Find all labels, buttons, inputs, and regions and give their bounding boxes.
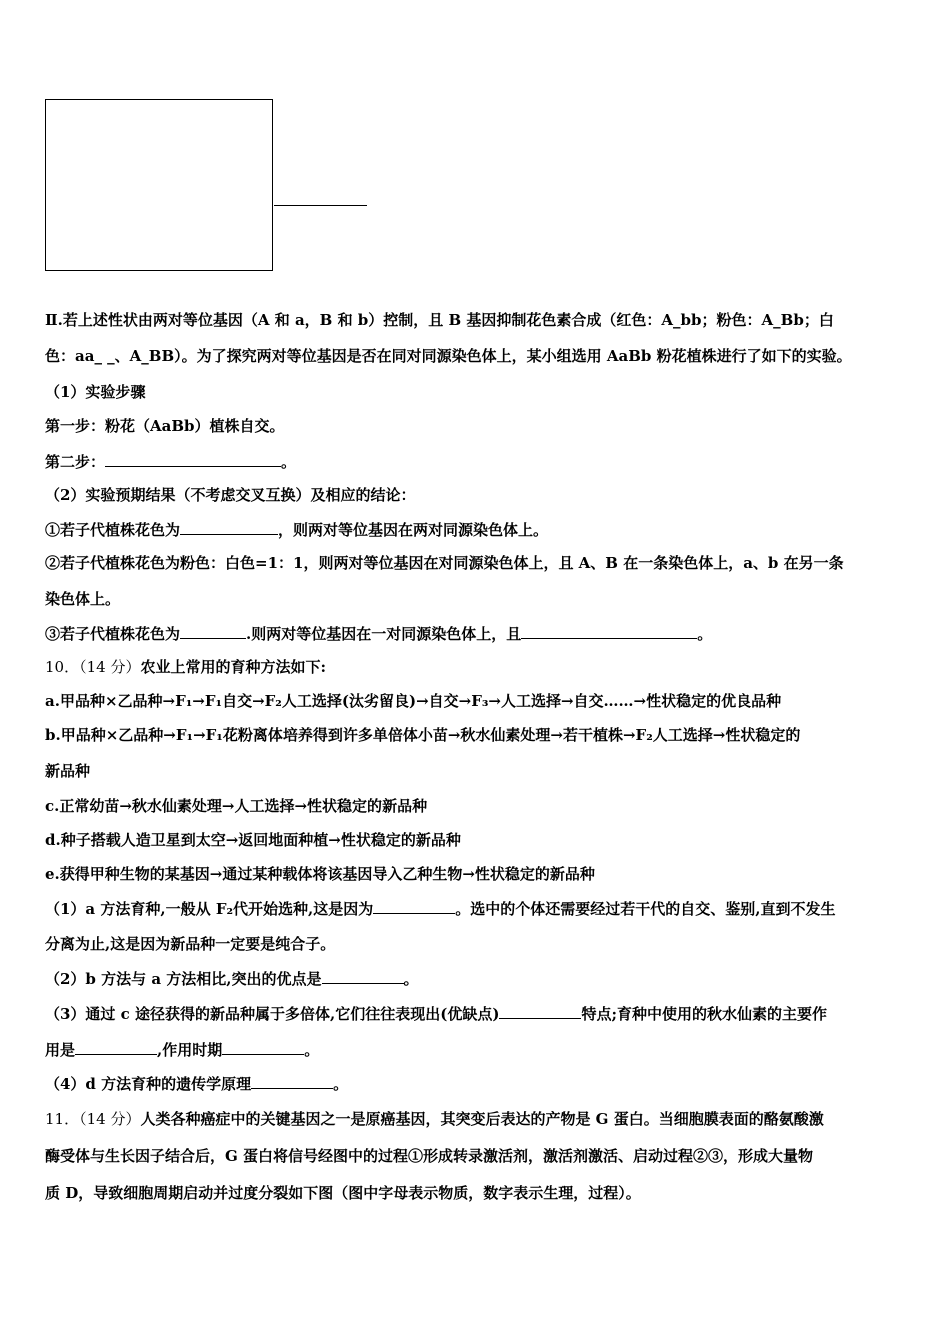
- blank-q10-3a[interactable]: [499, 1003, 581, 1019]
- q11-line-2: 酶受体与生长因子结合后，G 蛋白将信号经图中的过程①形成转录激活剂，激活剂激活、启动过程②③，形成大量物: [45, 1147, 814, 1165]
- q10-method-e: e.获得甲种生物的某基因→通过某种载体将该基因导入乙种生物→性状稳定的新品种: [45, 865, 595, 883]
- blank-step2[interactable]: [105, 451, 281, 467]
- q11-line-3: 质 D，导致细胞周期启动并过度分裂如下图（图中字母表示物质，数字表示生理，过程）。: [45, 1184, 641, 1202]
- part2-line-3: （1）实验步骤: [45, 383, 146, 401]
- q10-sub2: （2）b 方法与 a 方法相比,突出的优点是 。: [45, 970, 419, 988]
- figure-answer-line: [274, 205, 367, 206]
- q10-heading: 10．（14 分）农业上常用的育种方法如下:: [45, 658, 326, 676]
- part2-line-8: ②若子代植株花色为粉色：白色=1：1，则两对等位基因在对同源染色体上，且 A、B 在一条染色体上，a、b 在另一条: [45, 554, 844, 572]
- q10-sub1: （1）a 方法育种,一般从 F₂代开始选种,这是因为 。选中的个体还需要经过若干代的自交、鉴别,直到不发生: [45, 900, 836, 918]
- part2-line-10: ③若子代植株花色为 .则两对等位基因在一对同源染色体上，且 。: [45, 625, 713, 643]
- q11-line-1: 11．（14 分）人类各种癌症中的关键基因之一是原癌基因，其突变后表达的产物是 G 蛋白。当细胞膜表面的酪氨酸激: [45, 1110, 824, 1128]
- part2-line-4: 第一步：粉花（AaBb）植株自交。: [45, 417, 285, 435]
- q10-sub3-cont: 用是 ,作用时期 。: [45, 1041, 320, 1059]
- q10-sub3: （3）通过 c 途径获得的新品种属于多倍体,它们往往表现出(优缺点) 特点;育种中使用的秋水仙素的主要作: [45, 1005, 827, 1023]
- q10-method-b-1: b.甲品种×乙品种→F₁→F₁花粉离体培养得到许多单倍体小苗→秋水仙素处理→若干植株→F₂人工选择→性状稳定的: [45, 726, 801, 744]
- q10-method-d: d.种子搭载人造卫星到太空→返回地面种植→性状稳定的新品种: [45, 831, 461, 849]
- blank-q10-4[interactable]: [251, 1073, 333, 1089]
- q10-method-a: a.甲品种×乙品种→F₁→F₁自交→F₂人工选择(汰劣留良)→自交→F₃→人工选择→自交……→性状稳定的优良品种: [45, 692, 782, 710]
- part2-line-9: 染色体上。: [45, 590, 121, 608]
- figure-placeholder-box: [45, 99, 273, 271]
- blank-result3b[interactable]: [521, 623, 697, 639]
- blank-q10-3c[interactable]: [222, 1039, 304, 1055]
- q10-method-b-2: 新品种: [45, 762, 91, 780]
- part2-line-1: Ⅱ.若上述性状由两对等位基因（A 和 a，B 和 b）控制，且 B 基因抑制花色素合成（红色：A_bb；粉色：A_Bb；白: [45, 311, 834, 329]
- blank-q10-2[interactable]: [322, 968, 404, 984]
- q10-sub4: （4）d 方法育种的遗传学原理 。: [45, 1075, 349, 1093]
- part2-line-2: 色：aa_ _、A_BB）。为了探究两对等位基因是否在同对同源染色体上，某小组选用 AaBb 粉花植株进行了如下的实验。: [45, 347, 852, 365]
- part2-line-5: 第二步： 。: [45, 453, 297, 471]
- q10-sub1-cont: 分离为止,这是因为新品种一定要是纯合子。: [45, 935, 336, 953]
- blank-q10-3b[interactable]: [75, 1039, 157, 1055]
- blank-result1[interactable]: [180, 519, 278, 535]
- part2-line-6: （2）实验预期结果（不考虑交叉互换）及相应的结论：: [45, 486, 416, 504]
- q10-method-c: c.正常幼苗→秋水仙素处理→人工选择→性状稳定的新品种: [45, 797, 428, 815]
- part2-line-7: ①若子代植株花色为 ，则两对等位基因在两对同源染色体上。: [45, 521, 549, 539]
- blank-q10-1[interactable]: [373, 898, 455, 914]
- blank-result3a[interactable]: [180, 623, 246, 639]
